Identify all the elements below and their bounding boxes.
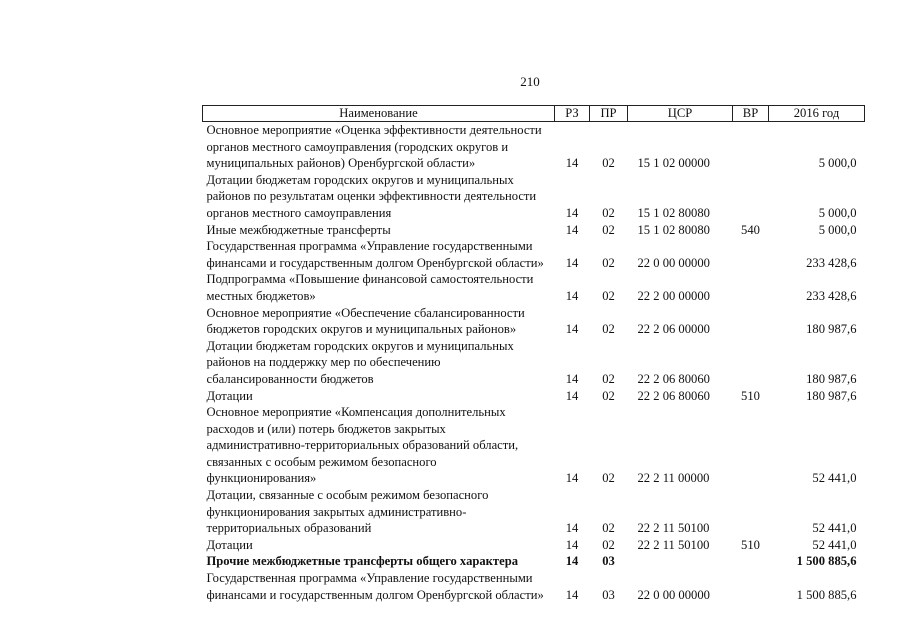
row-pr: 02 (602, 371, 615, 386)
row-name (203, 388, 555, 405)
table-header-row (203, 106, 865, 122)
row-vr (733, 238, 769, 271)
row-csr: 22 2 11 00000 (637, 471, 710, 486)
header-year: 2016 год (769, 106, 865, 122)
row-vr (733, 553, 769, 570)
row-csr: 22 2 06 80060 (637, 371, 710, 386)
row-name-line: Дотации (206, 388, 253, 403)
row-rz: 14 (565, 521, 579, 536)
row-csr: 22 0 00 00000 (637, 255, 710, 270)
budget-table (202, 105, 865, 603)
row-amount: 5 000,0 (818, 222, 857, 237)
row-csr: 22 2 11 50100 (637, 521, 710, 536)
row-amount: 180 987,6 (806, 371, 857, 386)
row-vr (733, 570, 769, 603)
row-name (203, 570, 555, 603)
row-name-line: Дотации бюджетам городских округов и муниципальных (206, 172, 514, 187)
row-pr: 02 (602, 471, 615, 486)
row-name-line: Дотации бюджетам городских округов и муниципальных (206, 338, 514, 353)
table-body (203, 122, 865, 604)
row-name-line: функционирования» (206, 471, 317, 486)
header-vr: ВР (733, 106, 769, 122)
row-name-line: бюджетов городских округов и муниципальных районов» (206, 322, 517, 337)
row-csr: 15 1 02 80080 (637, 222, 710, 237)
row-rz: 14 (565, 371, 579, 386)
row-name-line: финансами и государственным долгом Оренбургской области» (206, 587, 544, 602)
row-vr (733, 338, 769, 388)
row-amount: 180 987,6 (806, 322, 857, 337)
row-name-line: Прочие межбюджетные трансферты общего характера (206, 554, 518, 569)
row-pr: 02 (602, 222, 615, 237)
row-csr: 22 2 06 00000 (637, 322, 710, 337)
table-row (203, 305, 865, 338)
row-name (203, 305, 555, 338)
row-rz: 14 (565, 222, 579, 237)
row-pr: 02 (602, 322, 615, 337)
row-pr: 02 (602, 255, 615, 270)
header-rz: РЗ (555, 106, 590, 122)
row-amount: 1 500 885,6 (796, 554, 857, 569)
row-name (203, 122, 555, 172)
row-name (203, 553, 555, 570)
row-name-line: Подпрограмма «Повышение финансовой самостоятельности (206, 272, 534, 287)
header-name: Наименование (203, 106, 555, 122)
row-vr (733, 404, 769, 487)
row-name-line: местных бюджетов» (206, 288, 316, 303)
row-vr: 540 (741, 222, 760, 237)
table-row (203, 122, 865, 172)
row-name-line: органов местного самоуправления (городских округов и (206, 139, 509, 154)
row-amount: 52 441,0 (812, 521, 857, 536)
row-csr: 22 0 00 00000 (637, 587, 710, 602)
row-rz: 14 (565, 554, 579, 569)
row-name (203, 487, 555, 537)
row-name-line: финансами и государственным долгом Оренбургской области» (206, 255, 544, 270)
row-vr: 510 (741, 388, 760, 403)
row-rz: 14 (565, 205, 579, 220)
row-vr (733, 172, 769, 222)
table-row (203, 537, 865, 554)
table-row (203, 570, 865, 603)
header-pr: ПР (590, 106, 628, 122)
row-name (203, 172, 555, 222)
row-csr: 15 1 02 00000 (637, 156, 710, 171)
row-rz: 14 (565, 156, 579, 171)
row-name-line: Государственная программа «Управление государственными (206, 239, 533, 254)
header-csr: ЦСР (628, 106, 733, 122)
row-name (203, 338, 555, 388)
row-pr: 02 (602, 388, 615, 403)
row-rz: 14 (565, 288, 579, 303)
row-pr: 02 (602, 156, 615, 171)
table-row (203, 238, 865, 271)
row-amount: 52 441,0 (812, 537, 857, 552)
row-rz: 14 (565, 537, 579, 552)
row-amount: 180 987,6 (806, 388, 857, 403)
row-amount: 5 000,0 (818, 156, 857, 171)
page-number: 210 (520, 74, 540, 89)
row-vr: 510 (741, 537, 760, 552)
row-pr: 03 (602, 554, 615, 569)
table-row (203, 404, 865, 487)
row-name-line: районов на поддержку мер по обеспечению (206, 355, 441, 370)
row-pr: 02 (602, 288, 615, 303)
row-csr: 22 2 11 50100 (637, 537, 710, 552)
row-csr: 15 1 02 80080 (637, 205, 710, 220)
row-pr: 02 (602, 205, 615, 220)
row-amount: 1 500 885,6 (796, 587, 857, 602)
row-amount: 233 428,6 (806, 288, 857, 303)
row-rz: 14 (565, 322, 579, 337)
row-pr: 02 (602, 521, 615, 536)
row-rz: 14 (565, 471, 579, 486)
row-name (203, 271, 555, 304)
row-name-line: сбалансированности бюджетов (206, 371, 374, 386)
row-pr: 02 (602, 537, 615, 552)
row-name-line: функционирования закрытых административно- (206, 504, 467, 519)
row-amount: 233 428,6 (806, 255, 857, 270)
table-row (203, 553, 865, 570)
row-name-line: территориальных образований (206, 521, 372, 536)
table-row (203, 271, 865, 304)
row-vr (733, 122, 769, 172)
row-name-line: административно-территориальных образований области, (206, 438, 519, 453)
row-csr (628, 553, 733, 570)
table-row (203, 172, 865, 222)
row-name-line: муниципальных районов) Оренбургской области» (206, 156, 476, 171)
row-name (203, 404, 555, 487)
row-name-line: Основное мероприятие «Компенсация дополнительных (206, 405, 506, 420)
row-rz: 14 (565, 388, 579, 403)
row-vr (733, 305, 769, 338)
row-vr (733, 487, 769, 537)
row-name-line: связанных с особым режимом безопасного (206, 454, 437, 469)
row-csr: 22 2 00 00000 (637, 288, 710, 303)
row-rz: 14 (565, 587, 579, 602)
row-name-line: Основное мероприятие «Обеспечение сбалансированности (206, 305, 525, 320)
row-name-line: Государственная программа «Управление государственными (206, 571, 533, 586)
row-name-line: Иные межбюджетные трансферты (206, 222, 391, 237)
row-name-line: Основное мероприятие «Оценка эффективности деятельности (206, 123, 542, 137)
table-row (203, 487, 865, 537)
row-name (203, 238, 555, 271)
row-amount: 5 000,0 (818, 205, 857, 220)
row-name-line: районов по результатам оценки эффективности деятельности (206, 189, 537, 204)
table-row (203, 222, 865, 239)
table-row (203, 388, 865, 405)
row-csr: 22 2 06 80060 (637, 388, 710, 403)
row-name (203, 537, 555, 554)
row-amount: 52 441,0 (812, 471, 857, 486)
row-name-line: Дотации, связанные с особым режимом безопасного (206, 488, 489, 503)
row-name (203, 222, 555, 239)
row-name-line: расходов и (или) потерь бюджетов закрытых (206, 421, 446, 436)
row-name-line: Дотации (206, 537, 253, 552)
row-rz: 14 (565, 255, 579, 270)
row-pr: 03 (602, 587, 615, 602)
row-vr (733, 271, 769, 304)
row-name-line: органов местного самоуправления (206, 205, 392, 220)
table-row (203, 338, 865, 388)
